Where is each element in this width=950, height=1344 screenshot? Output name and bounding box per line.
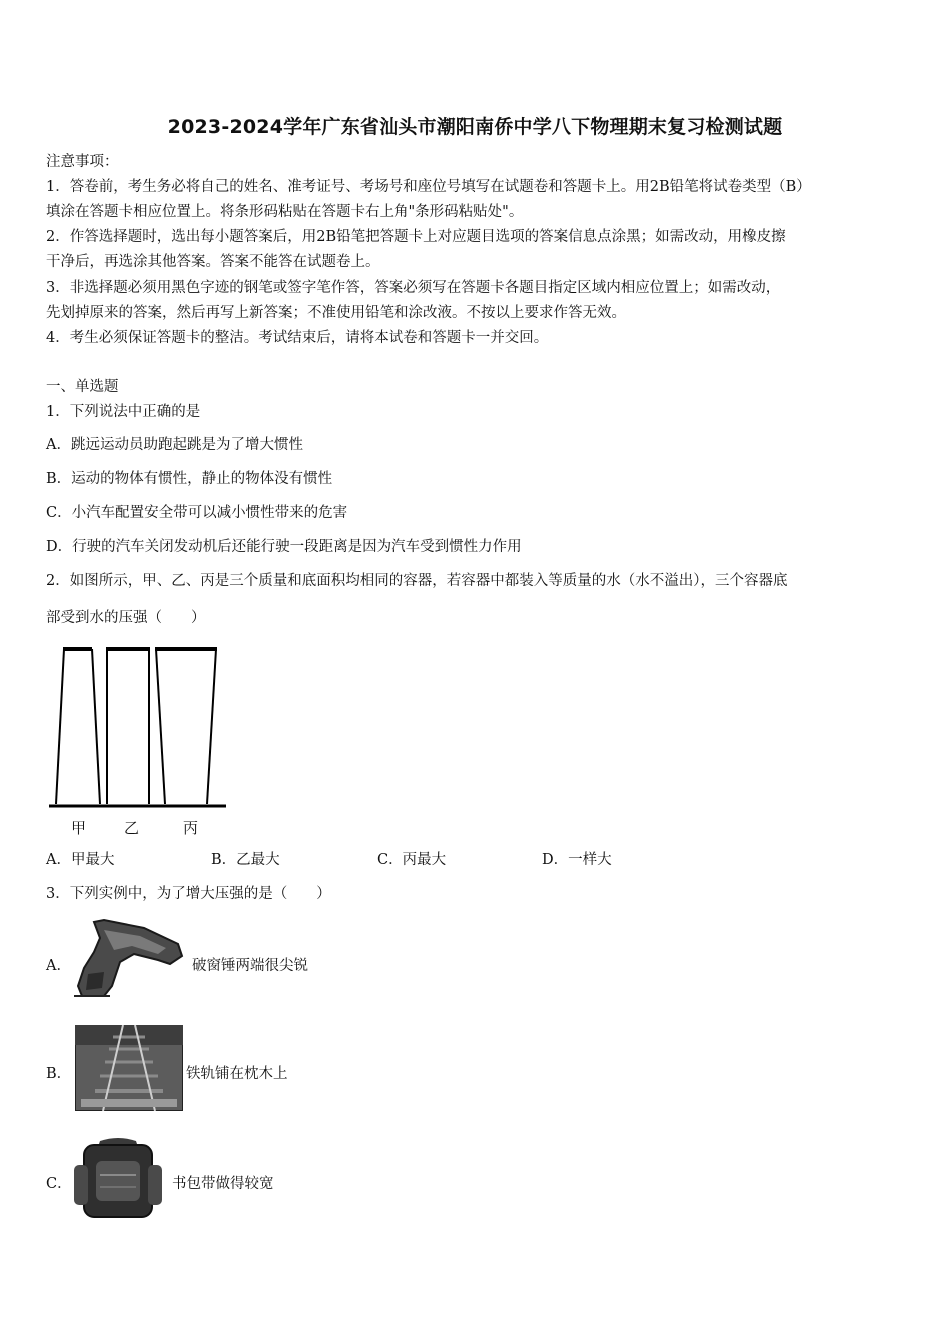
- q3-option-b-text: 铁轨铺在枕木上: [186, 1066, 288, 1082]
- label-jia: 甲: [71, 819, 87, 837]
- notice-line: 1．答卷前，考生务必将自己的姓名、准考证号、考场号和座位号填写在试题卷和答题卡上。用2B铅笔将试卷类型（B）: [46, 179, 811, 195]
- notice-line: 填涂在答题卡相应位置上。将条形码粘贴在答题卡右上角"条形码粘贴处"。: [46, 204, 524, 220]
- q1-option-a: A．跳远运动员助跑起跳是为了增大惯性: [46, 437, 303, 453]
- notice-heading: 注意事项：: [46, 154, 119, 170]
- container-bing: [155, 649, 217, 804]
- q2-option-d: D．一样大: [542, 852, 612, 868]
- railway-track-image: [75, 1025, 183, 1111]
- q3-option-a-letter: A．: [46, 958, 71, 974]
- notice-line: 4．考生必须保证答题卡的整洁。考试结束后，请将本试卷和答题卡一并交回。: [46, 330, 549, 346]
- container-jia: [56, 649, 100, 804]
- backpack-image: [70, 1135, 166, 1219]
- q1-option-d: D．行驶的汽车关闭发动机后还能行驶一段距离是因为汽车受到惯性力作用: [46, 539, 522, 555]
- notice-line: 干净后，再选涂其他答案。答案不能答在试题卷上。: [46, 254, 380, 270]
- q2-option-b: B．乙最大: [211, 852, 280, 868]
- q1-stem: 1．下列说法中正确的是: [46, 404, 201, 420]
- q2-option-c: C．丙最大: [377, 852, 447, 868]
- q2-stem-line2: 部受到水的压强（ ）: [46, 610, 206, 626]
- containers-figure: [44, 644, 229, 814]
- q2-option-a: A．甲最大: [46, 852, 115, 868]
- q3-option-c-text: 书包带做得较宽: [172, 1176, 274, 1192]
- notice-line: 先划掉原来的答案，然后再写上新答案；不准使用铅笔和涂改液。不按以上要求作答无效。: [46, 305, 626, 321]
- notice-line: 2．作答选择题时，选出每小题答案后，用2B铅笔把答题卡上对应题目选项的答案信息点涂黑；如需改动，用橡皮擦: [46, 229, 786, 245]
- q3-option-c-letter: C．: [46, 1176, 72, 1192]
- q1-option-b: B．运动的物体有惯性，静止的物体没有惯性: [46, 471, 333, 487]
- container-yi: [106, 649, 150, 804]
- page-title: 2023-2024学年广东省汕头市潮阳南侨中学八下物理期末复习检测试题: [167, 116, 783, 138]
- notice-line: 3．非选择题必须用黑色字迹的钢笔或签字笔作答，答案必须写在答题卡各题目指定区域内相应位置上；如需改动，: [46, 280, 781, 296]
- q3-option-b-letter: B．: [46, 1066, 72, 1082]
- q2-stem-line1: 2．如图所示，甲、乙、丙是三个质量和底面积均相同的容器，若容器中都装入等质量的水（水不溢出），三个容器底: [46, 573, 788, 589]
- hammer-image: [74, 916, 186, 998]
- label-bing: 丙: [183, 819, 199, 837]
- label-yi: 乙: [124, 819, 140, 837]
- section-heading: 一、单选题: [46, 379, 119, 395]
- q1-option-c: C．小汽车配置安全带可以减小惯性带来的危害: [46, 505, 348, 521]
- q3-stem: 3．下列实例中，为了增大压强的是（ ）: [46, 886, 331, 902]
- q3-option-a-text: 破窗锤两端很尖锐: [192, 958, 308, 974]
